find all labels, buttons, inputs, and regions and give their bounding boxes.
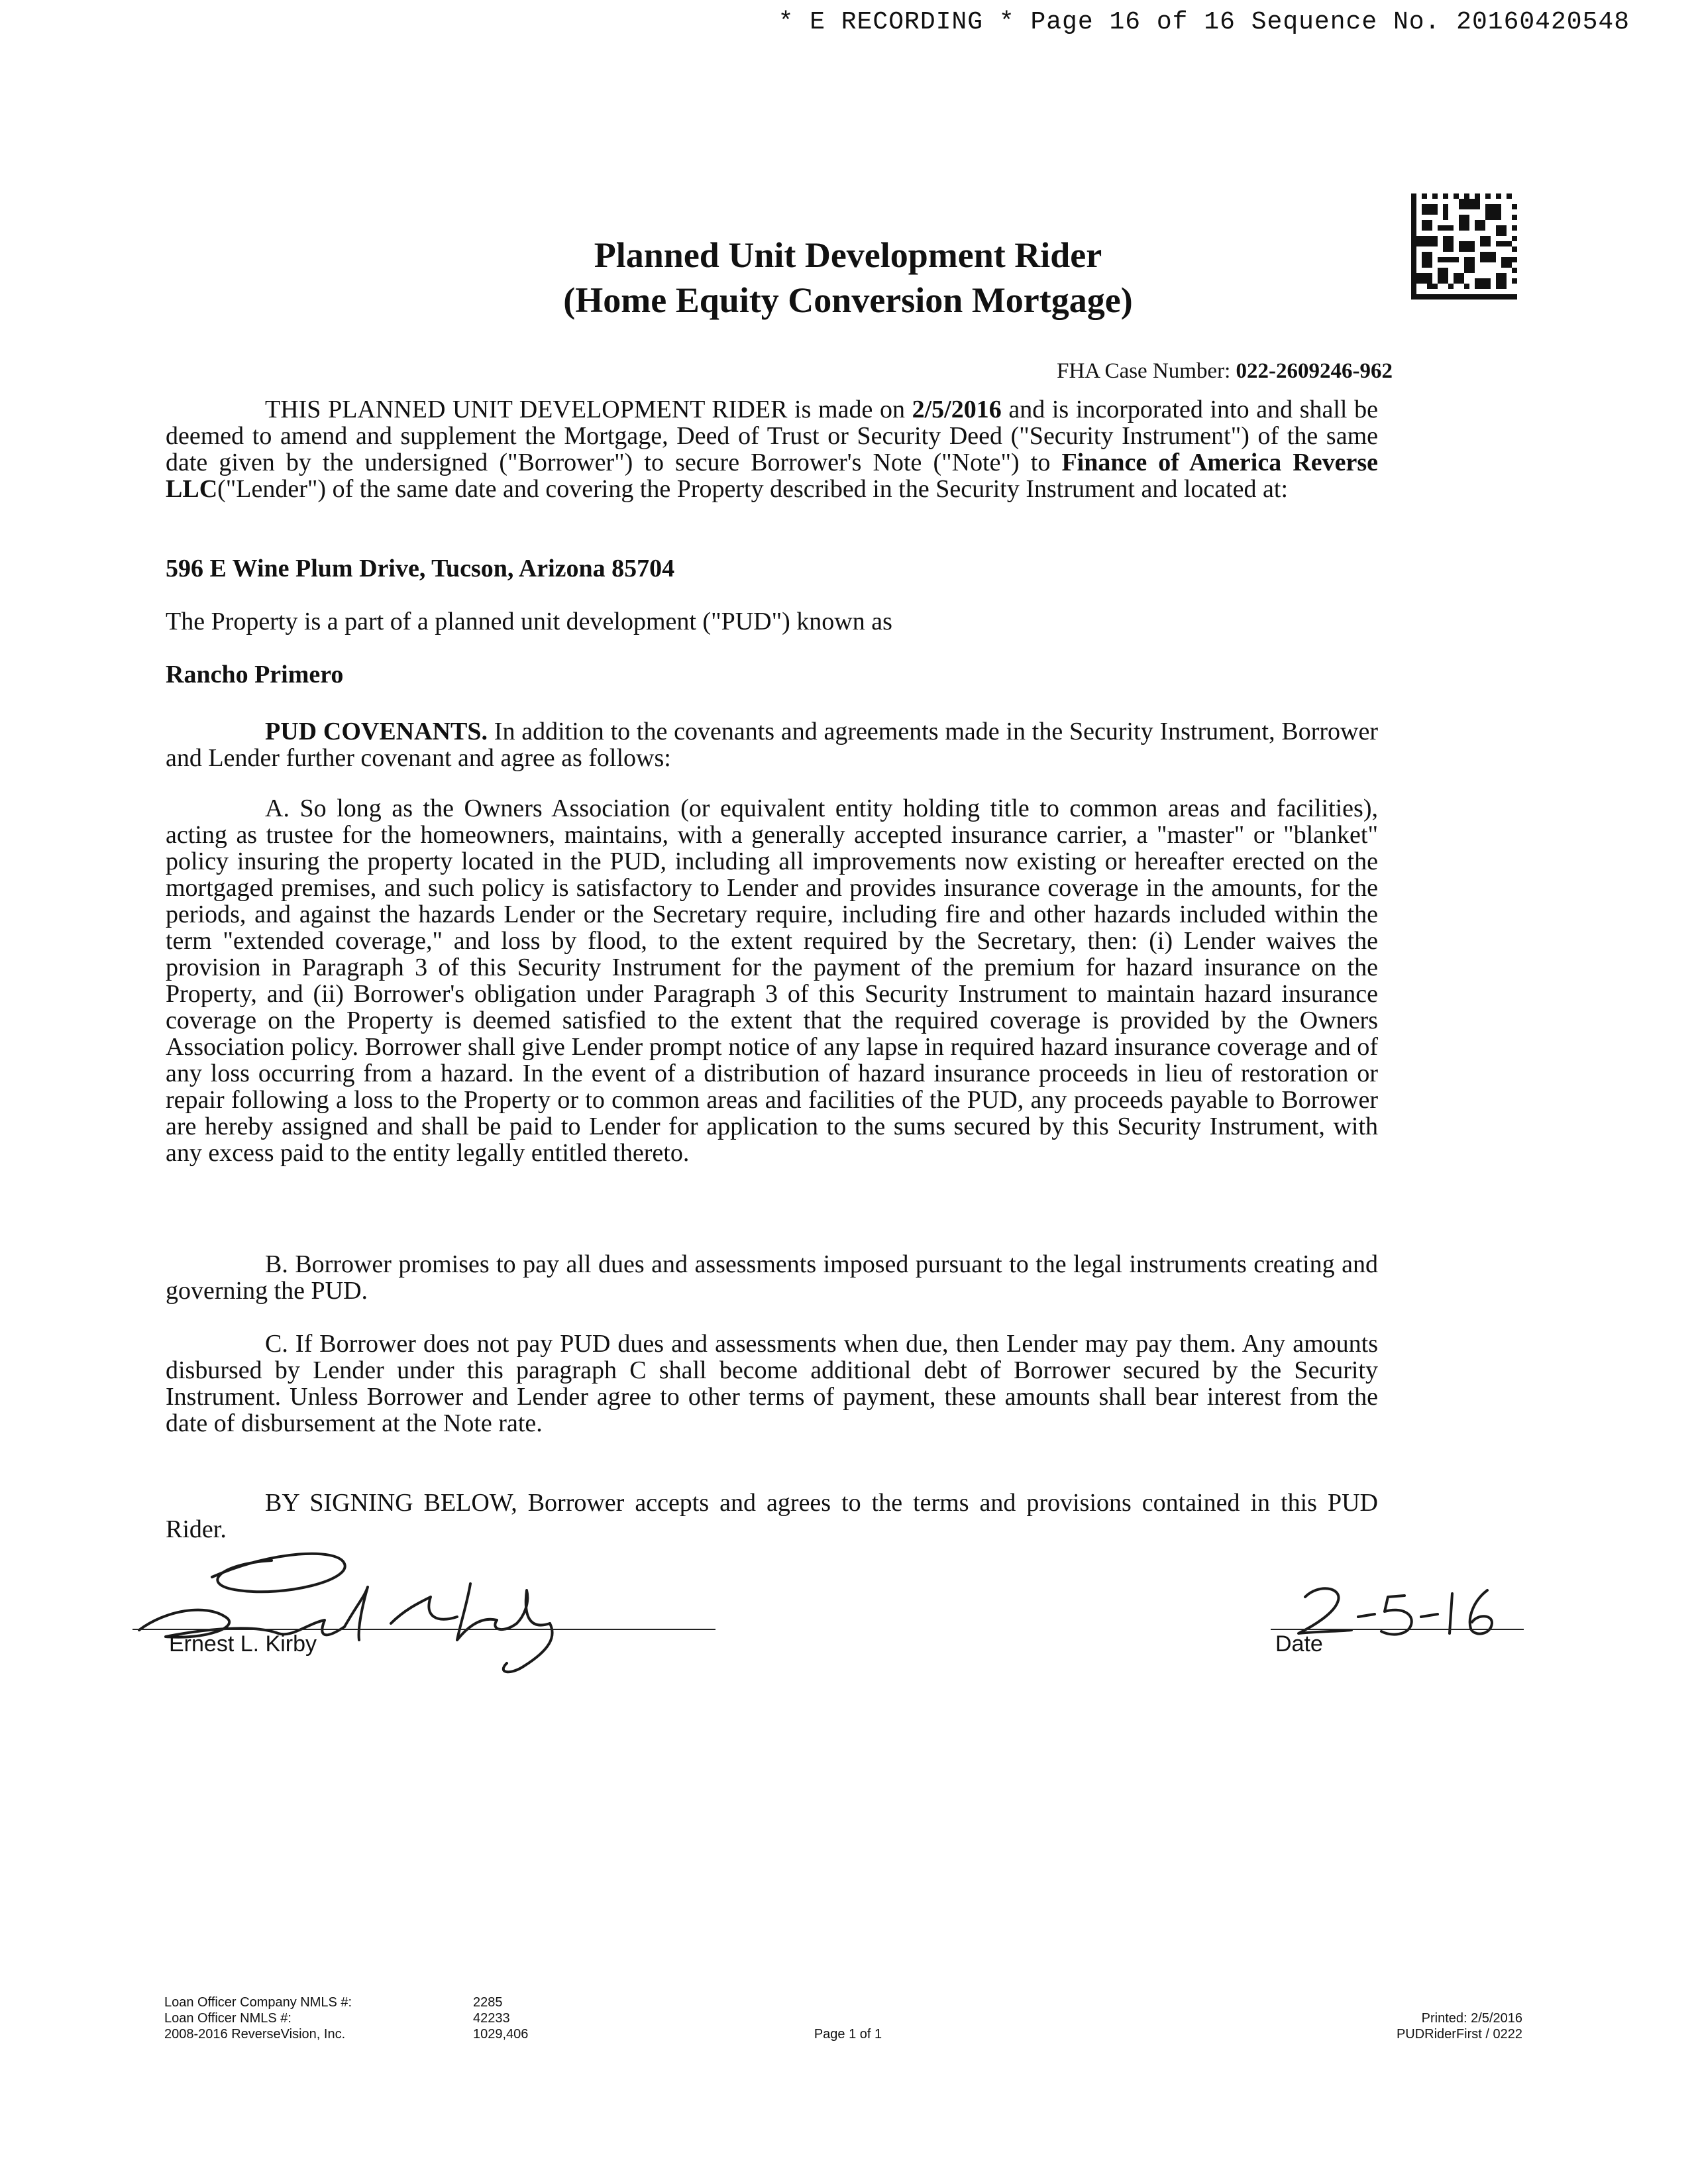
rider-date: 2/5/2016: [912, 396, 1002, 423]
document-title: Planned Unit Development Rider: [594, 235, 1102, 275]
recording-header: * E RECORDING * Page 16 of 16 Sequence No. 20160420548: [778, 8, 1630, 36]
borrower-signature-line: [132, 1629, 716, 1630]
footer-loan-company-nmls-label: Loan Officer Company NMLS #:: [164, 1995, 352, 2010]
date-signature-line: [1271, 1629, 1524, 1630]
footer-loan-officer-nmls-label: Loan Officer NMLS #:: [164, 2011, 292, 2026]
pud-known-as-text: The Property is a part of a planned unit development ("PUD") known as: [166, 608, 892, 635]
pud-covenants-intro: In addition to the covenants and agreements made in the Security Instrument, Borrower and Lender further covenant and agree as follows:: [166, 718, 1378, 772]
covenant-b-text: B. Borrower promises to pay all dues and assessments imposed pursuant to the legal instruments creating and governing the PUD.: [166, 1250, 1378, 1305]
covenant-a-text: A. So long as the Owners Association (or equivalent entity holding title to common areas and facilities), acting as trustee for the homeowners, maintains, with a generally accepted insurance carrier, a "master" or "blanket" policy insuring the property located in the PUD, including all improvements now existing or hereafter erected on the mortgaged premises, and such policy is satisfactory to Lender and provides insurance coverage in the amounts, for the periods, and against the hazards Lender or the Secretary require, including fire and other hazards included within the term "extended coverage," and loss by flood, to the extent required by the Secretary, then: (i) Lender waives the provision in Paragraph 3 of this Security Instrument for the payment of the premium for hazard insurance on the Property, and (ii) Borrower's obligation under Paragraph 3 of this Security Instrument to maintain hazard insurance coverage on the Property is deemed satisfied to the extent that the required coverage is provided by the Owners Association policy. Borrower shall give Lender prompt notice of any lapse in required hazard insurance coverage and of any loss occurring from a hazard. In the event of a distribution of hazard insurance proceeds in lieu of restoration or repair following a loss to the Property or to common areas and facilities of the PUD, any proceeds payable to Borrower are hereby assigned and shall be paid to Lender for application to the sums secured by this Security Instrument, with any excess paid to the entity legally entitled thereto.: [166, 794, 1378, 1167]
covenant-paragraph-a: [166, 795, 1378, 1166]
footer-form-id: PUDRiderFirst / 0222: [1396, 2027, 1522, 2042]
fha-case-value: 022-2609246-962: [1236, 359, 1393, 383]
fha-case-label: FHA Case Number:: [1057, 359, 1231, 383]
borrower-name: Ernest L. Kirby: [169, 1631, 317, 1657]
document-subtitle: (Home Equity Conversion Mortgage): [563, 280, 1133, 320]
covenant-paragraph-c: [166, 1331, 1378, 1437]
intro-text-2: and is incorporated into and shall be deemed to amend and supplement the Mortgage, Deed of Trust or Security Deed ("Security Instrument") of the same date given by the undersigned ("Borrower") to secure Borrower's Note ("Note") to: [166, 396, 1378, 476]
intro-text-1: THIS PLANNED UNIT DEVELOPMENT RIDER is made on: [265, 396, 912, 423]
footer-version-number: 1029,406: [473, 2027, 529, 2042]
covenant-c-text: C. If Borrower does not pay PUD dues and assessments when due, then Lender may pay them. Any amounts disbursed by Lender under this paragraph C shall become additional debt of Borrower secured by the Security Instrument. Unless Borrower and Lender agree to other terms of payment, these amounts shall bear interest from the date of disbursement at the Note rate.: [166, 1330, 1378, 1437]
footer-loan-officer-nmls-value: 42233: [473, 2011, 510, 2026]
signing-statement-text: BY SIGNING BELOW, Borrower accepts and agrees to the terms and provisions contained in this PUD Rider.: [166, 1489, 1378, 1543]
pud-covenants-heading: PUD COVENANTS.: [265, 718, 488, 745]
fha-case-number: [1057, 359, 1393, 384]
lender-name: Finance of America Reverse LLC: [166, 449, 1378, 503]
property-address: 596 E Wine Plum Drive, Tucson, Arizona 85704: [166, 555, 675, 582]
pud-covenants-paragraph: [166, 718, 1378, 771]
covenant-paragraph-b: [166, 1251, 1378, 1304]
footer-copyright: 2008-2016 ReverseVision, Inc.: [164, 2027, 346, 2042]
intro-text-3: ("Lender") of the same date and covering the Property described in the Security Instrument and located at:: [217, 475, 1289, 503]
footer-page-number: Page 1 of 1: [814, 2027, 882, 2042]
pud-name: Rancho Primero: [166, 661, 344, 688]
footer-right: [1397, 2010, 1522, 2042]
footer-printed-date: Printed: 2/5/2016: [1421, 2011, 1522, 2026]
intro-paragraph: [166, 396, 1378, 502]
date-label: Date: [1275, 1631, 1323, 1657]
footer-loan-company-nmls-value: 2285: [473, 1995, 503, 2010]
